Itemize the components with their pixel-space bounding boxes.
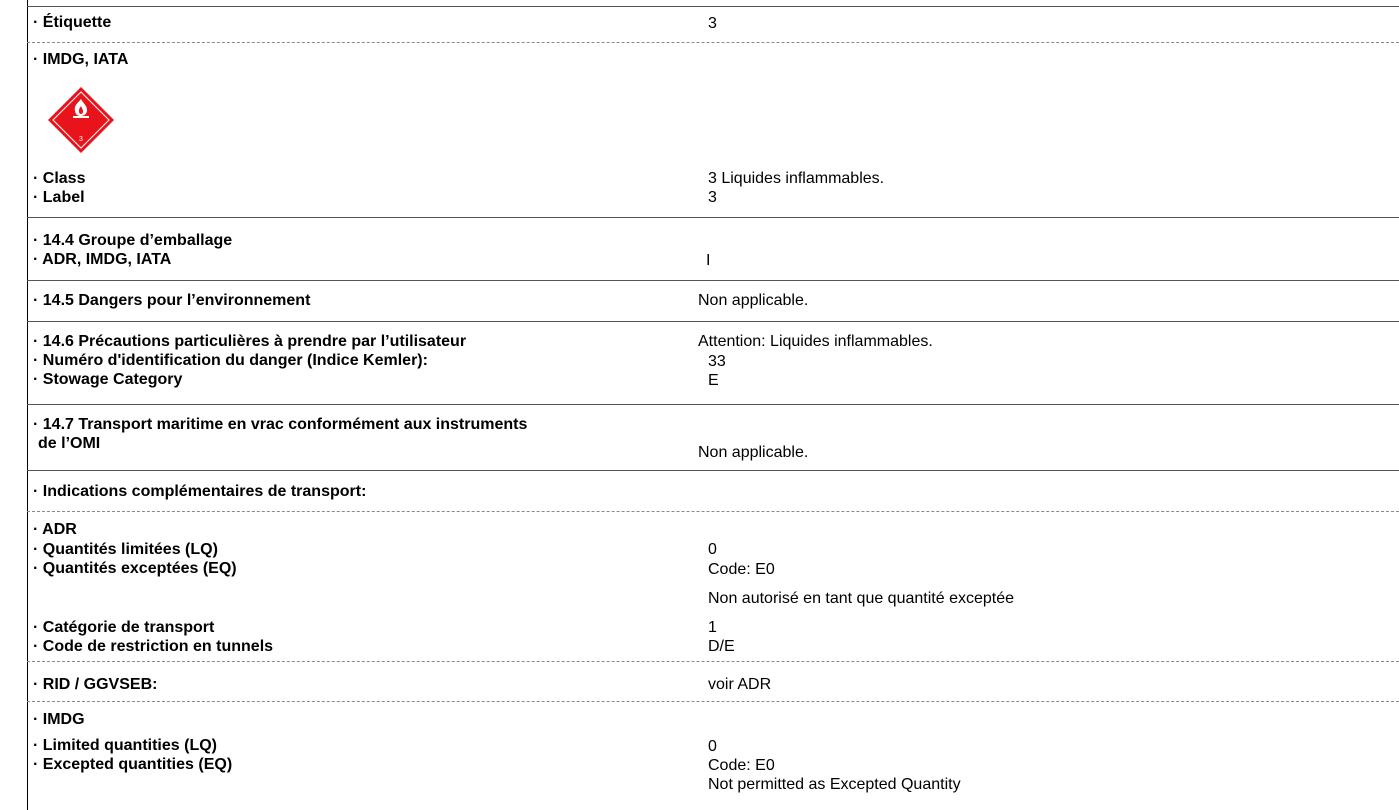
separator: [27, 511, 1399, 512]
label-label: · Label: [33, 189, 85, 206]
left-border-line: [27, 0, 28, 810]
kemler-value: 33: [708, 353, 726, 370]
imdg-lq-label: · Limited quantities (LQ): [33, 737, 217, 754]
adr-eq-value-text: Non autorisé en tant que quantité exceptée: [708, 590, 1014, 607]
flammable-liquid-placard-icon: [47, 86, 115, 154]
adr-eq-label: · Quantités exceptées (EQ): [33, 560, 237, 577]
section-14-6-value: Attention: Liquides inflammables.: [698, 333, 933, 350]
separator: [27, 470, 1399, 471]
adr-eq-value-code: Code: E0: [708, 561, 775, 578]
label-value: 3: [708, 189, 717, 206]
imdg-lq-value: 0: [708, 738, 717, 755]
section-14-6-label: · 14.6 Précautions particulières à prendre par l’utilisateur: [33, 333, 467, 350]
class-label: · Class: [33, 170, 86, 187]
separator: [27, 42, 1399, 43]
section-14-7-value: Non applicable.: [698, 444, 809, 461]
separator: [27, 280, 1399, 281]
stowage-category-value: E: [708, 372, 719, 389]
adr-transport-category-label: · Catégorie de transport: [33, 619, 215, 636]
adr-transport-category-value: 1: [708, 619, 717, 636]
imdg-eq-label: · Excepted quantities (EQ): [33, 756, 233, 773]
svg-text:3: 3: [79, 136, 83, 143]
separator: [27, 661, 1399, 662]
separator: [27, 6, 1399, 7]
section-14-7-line1: · 14.7 Transport maritime en vrac conformément aux instruments: [33, 416, 528, 433]
etiquette-label: · Étiquette: [33, 14, 112, 31]
imdg-eq-value-text: Not permitted as Excepted Quantity: [708, 776, 961, 793]
stowage-category-label: · Stowage Category: [33, 371, 183, 388]
separator: [27, 321, 1399, 322]
class-value: 3 Liquides inflammables.: [708, 170, 885, 187]
packing-group-value: I: [706, 252, 711, 269]
adr-lq-label: · Quantités limitées (LQ): [33, 541, 218, 558]
indications-label: · Indications complémentaires de transport:: [33, 483, 367, 500]
kemler-label: · Numéro d'identification du danger (Indice Kemler):: [33, 352, 428, 369]
packing-group-label: · ADR, IMDG, IATA: [33, 251, 172, 268]
imdg-title: · IMDG: [33, 711, 85, 728]
adr-lq-value: 0: [708, 541, 717, 558]
separator: [27, 701, 1399, 702]
rid-value: voir ADR: [708, 676, 772, 693]
imdg-eq-value-code: Code: E0: [708, 757, 775, 774]
section-14-5-label: · 14.5 Dangers pour l’environnement: [33, 292, 311, 309]
separator: [27, 217, 1399, 218]
section-14-5-value: Non applicable.: [698, 292, 809, 309]
adr-tunnel-code-label: · Code de restriction en tunnels: [33, 638, 274, 655]
etiquette-value: 3: [708, 15, 717, 32]
adr-title: · ADR: [33, 521, 77, 538]
section-14-4-title: · 14.4 Groupe d’emballage: [33, 232, 233, 249]
imdg-iata-label: · IMDG, IATA: [33, 51, 129, 68]
rid-label: · RID / GGVSEB:: [33, 676, 158, 693]
adr-tunnel-code-value: D/E: [708, 638, 735, 655]
section-14-7-line2: de l’OMI: [38, 435, 101, 452]
separator: [27, 404, 1399, 405]
